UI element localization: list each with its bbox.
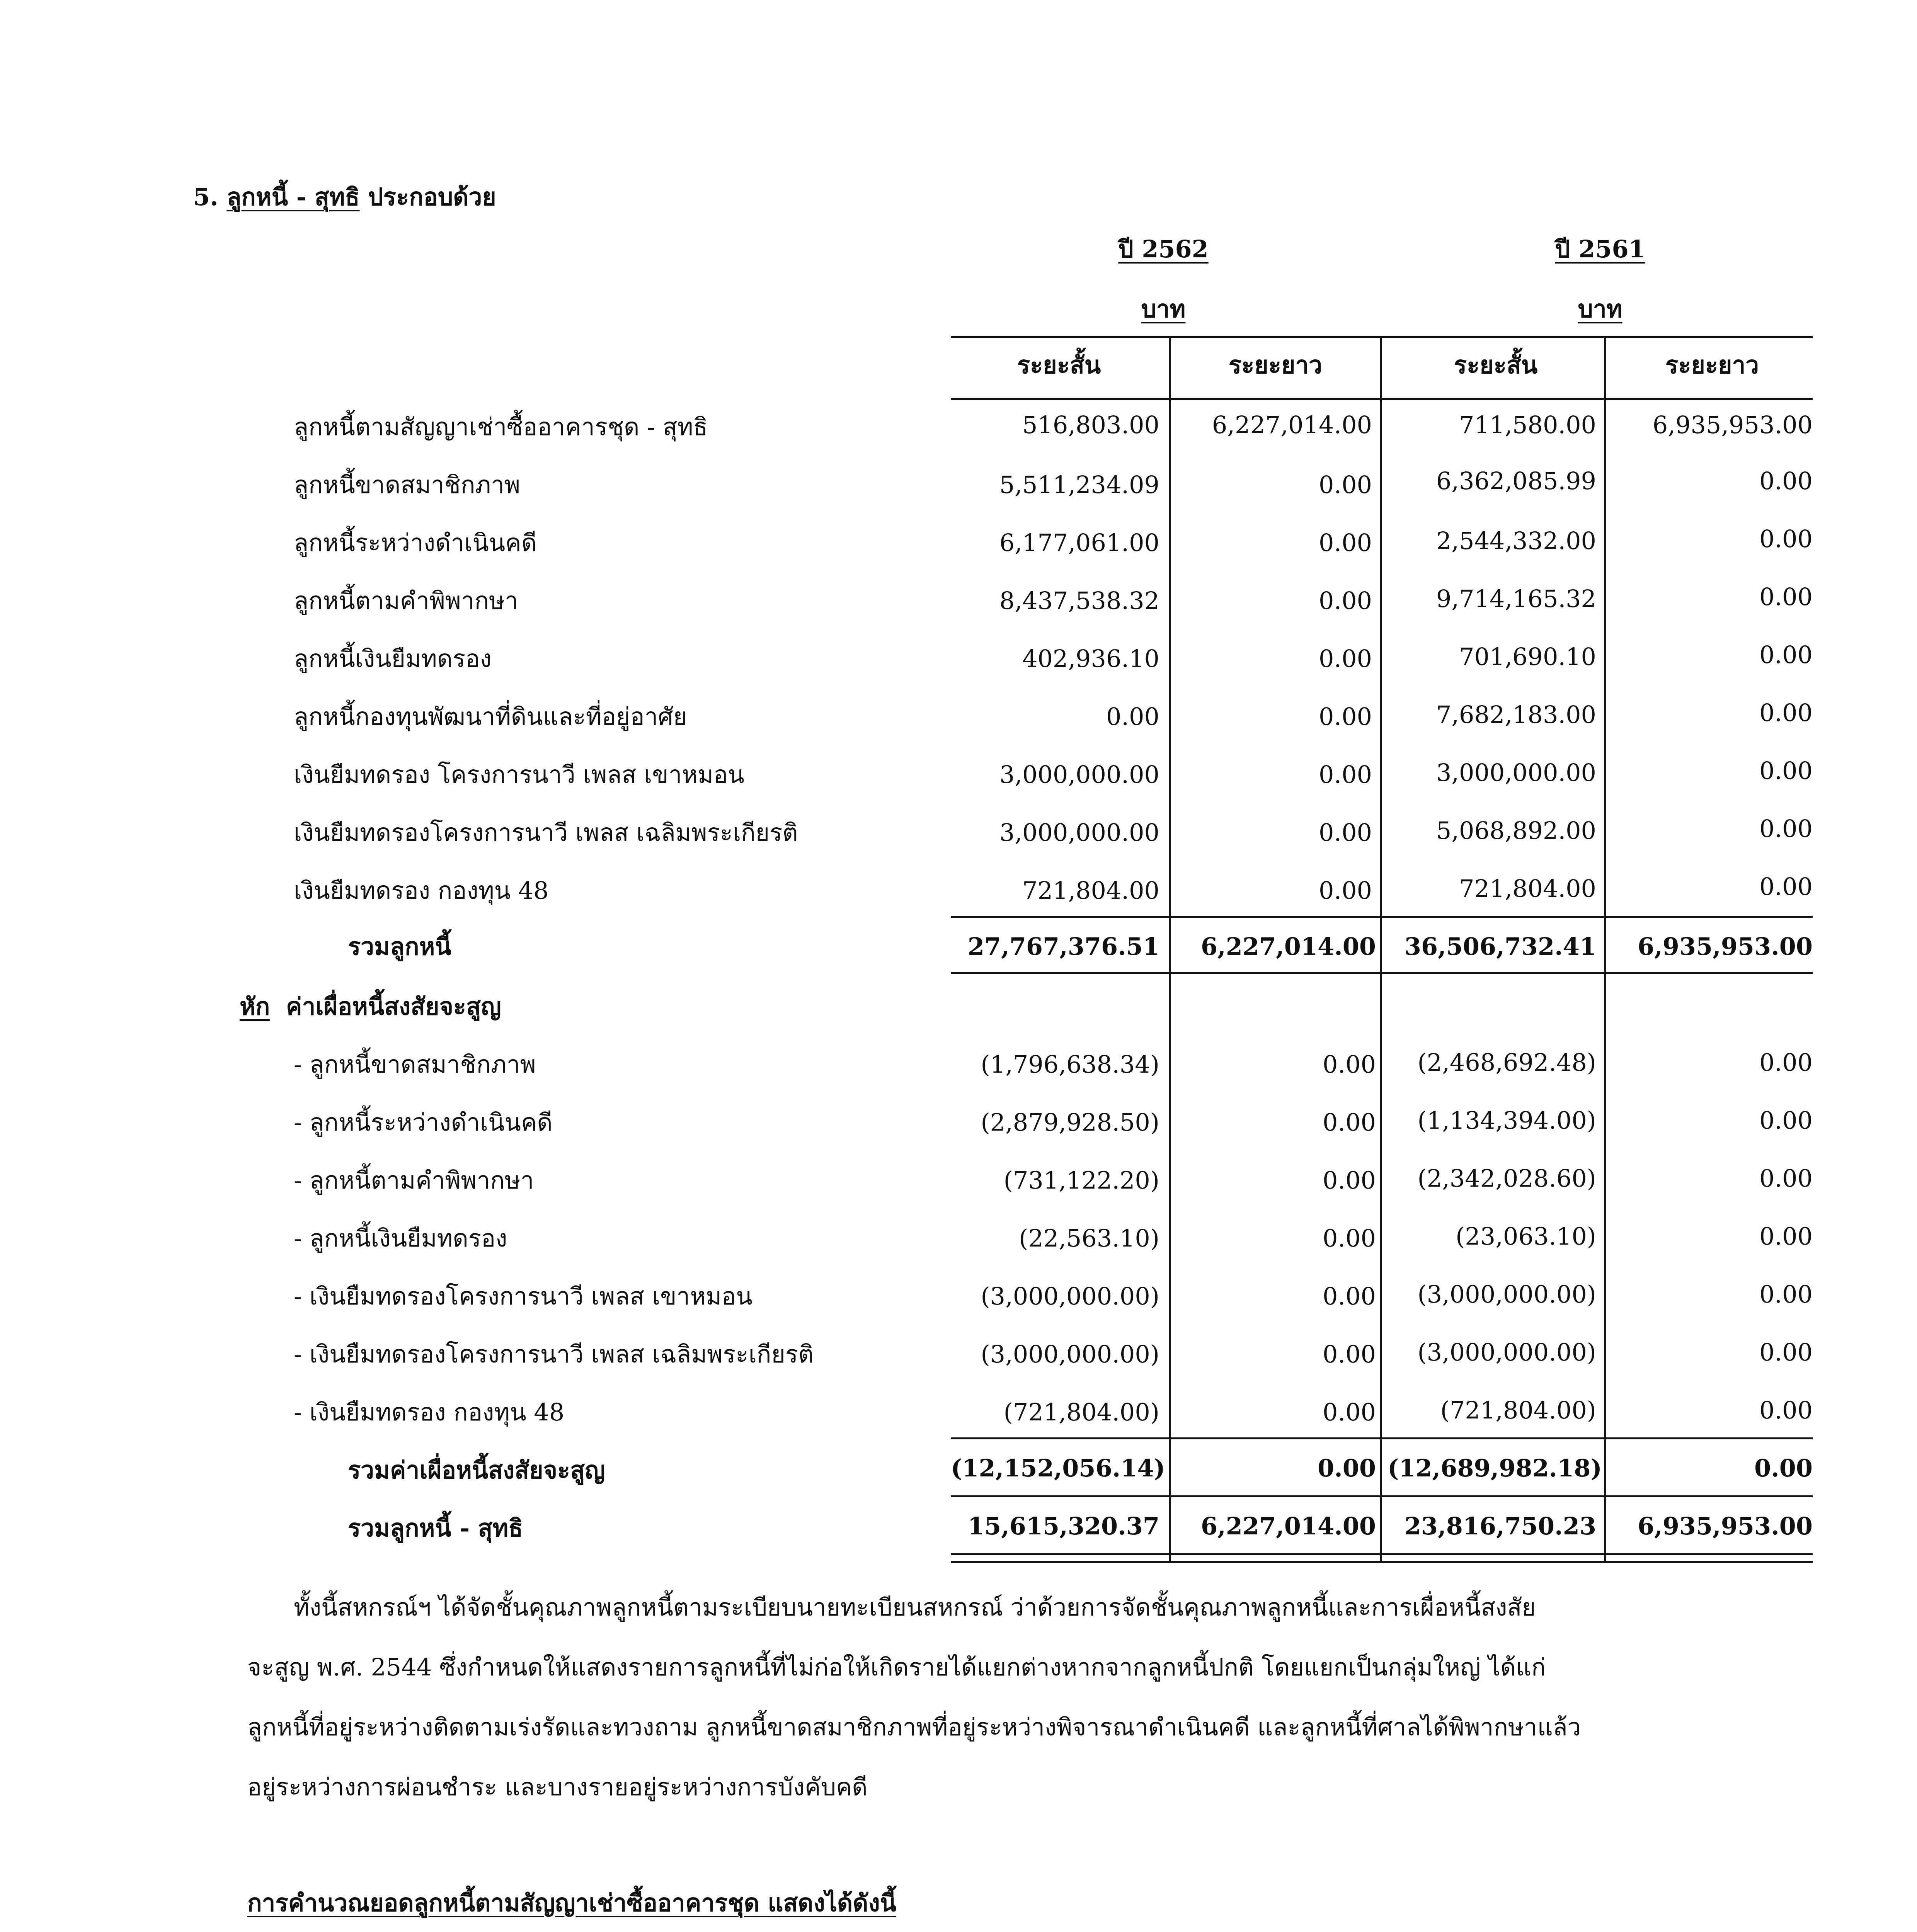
allowance-title: ค่าเผื่อหนี้สงสัยจะสูญ [286,992,501,1020]
cell: 0.00 [1322,1224,1376,1252]
cell: 0.00 [1318,760,1372,789]
section-title-underlined: ลูกหนี้ - สุทธิ [226,183,360,211]
cell: 0.00 [1759,699,1813,727]
row-label: ลูกหนี้ระหว่างดำเนินคดี [294,529,537,557]
cell: 0.00 [1759,641,1813,669]
cell: 0.00 [1759,815,1813,843]
cell: 0.00 [1318,645,1372,673]
row-label: ลูกหนี้ขาดสมาชิกภาพ [294,471,520,499]
cell: 701,690.10 [1459,643,1596,671]
cell: 0.00 [1322,1340,1376,1368]
cell: 5,068,892.00 [1436,816,1596,845]
cell: 6,227,014.00 [1212,411,1372,439]
cell: 0.00 [1322,1282,1376,1310]
cell: (2,879,928.50) [981,1108,1159,1136]
cell: (2,468,692.48) [1417,1048,1596,1077]
cell: 0.00 [1759,583,1813,611]
cell: 2,544,332.00 [1436,527,1596,555]
cell: (1,134,394.00) [1417,1106,1596,1134]
cell: 0.00 [1759,1338,1813,1366]
total-rule-bottom [951,972,1813,974]
cell: (12,152,056.14) [951,1454,1165,1482]
cell: 0.00 [1318,818,1372,847]
section-number: 5. [193,183,218,211]
cell: 0.00 [1317,1454,1376,1482]
subcol-short-2561: ระยะสั้น [1454,351,1538,379]
cell: 0.00 [1322,1166,1376,1194]
cell: 0.00 [1759,1396,1813,1424]
row-label: รวมลูกหนี้ - สุทธิ [348,1514,523,1542]
cell: 0.00 [1759,1106,1813,1134]
cell: 3,000,000.00 [999,760,1159,789]
paragraph-line: จะสูญ พ.ศ. 2544 ซึ่งกำหนดให้แสดงรายการลูกหนี้ที่ไม่ก่อให้เกิดรายได้แยกต่างหากจากลูกหนี้ปกติ โดยแยกเป็นกลุ่มใหญ่ ได้แก่ [247,1653,1546,1681]
allowance-heading [240,991,501,1022]
year-2562-header: ปี 2562 [1118,235,1209,263]
cell: 6,227,014.00 [1200,1512,1376,1540]
row-label: ลูกหนี้เงินยืมทดรอง [294,645,492,673]
subcol-long-2561: ระยะยาว [1665,351,1759,379]
cell: 721,804.00 [1022,876,1159,905]
cell: 0.00 [1759,467,1813,495]
cell: 6,935,953.00 [1652,411,1813,439]
row-label: - ลูกหนี้เงินยืมทดรอง [294,1224,507,1252]
allowance-total-rule-top [951,1437,1813,1439]
row-label: เงินยืมทดรอง โครงการนาวี เพลส เขาหมอน [294,760,744,789]
cell: 6,362,085.99 [1436,467,1596,495]
cell: 0.00 [1318,702,1372,731]
cell: 721,804.00 [1459,874,1596,903]
cell: (3,000,000.00) [1417,1280,1596,1308]
cell: (1,796,638.34) [981,1050,1159,1078]
paragraph-line: อยู่ระหว่างการผ่อนชำระ และบางรายอยู่ระหว่างการบังคับคดี [247,1773,868,1801]
cell: (2,342,028.60) [1417,1164,1596,1192]
row-label: - เงินยืมทดรอง กองทุน 48 [294,1398,565,1426]
cell: 0.00 [1754,1454,1813,1482]
cell: 0.00 [1322,1108,1376,1136]
cell: 516,803.00 [1022,411,1159,439]
col-separator-2 [1380,336,1382,1563]
cell: 6,227,014.00 [1200,932,1376,961]
row-label: รวมค่าเผื่อหนี้สงสัยจะสูญ [348,1456,605,1484]
cell: 0.00 [1759,1048,1813,1077]
cell: 3,000,000.00 [1436,759,1596,787]
cell: (721,804.00) [1003,1398,1159,1426]
cell: 15,615,320.37 [967,1512,1159,1540]
cell: 8,437,538.32 [999,587,1159,615]
cell: 402,936.10 [1022,645,1159,673]
cell: (731,122.20) [1003,1166,1159,1194]
cell: 0.00 [1759,872,1813,901]
row-label: - ลูกหนี้ตามคำพิพากษา [294,1166,534,1194]
allowance-total-rule-bottom [951,1495,1813,1497]
unit-rule [951,336,1813,338]
row-label: - เงินยืมทดรองโครงการนาวี เพลส เฉลิมพระเกียรติ [294,1340,814,1368]
cell: 0.00 [1318,471,1372,499]
cell: 711,580.00 [1459,411,1596,439]
cell: 0.00 [1759,1280,1813,1308]
cell: (3,000,000.00) [1417,1338,1596,1366]
row-label: - ลูกหนี้ขาดสมาชิกภาพ [294,1050,536,1078]
cell: 7,682,183.00 [1436,701,1596,729]
cell: 0.00 [1318,529,1372,557]
cell: (12,689,982.18) [1388,1454,1602,1482]
cell: (721,804.00) [1440,1396,1596,1424]
paragraph-line: ทั้งนี้สหกรณ์ฯ ได้จัดชั้นคุณภาพลูกหนี้ตามระเบียบนายทะเบียนสหกรณ์ ว่าด้วยการจัดชั้นคุณภาพลูกหนี้และการเผื่อหนี้สงสัย [294,1593,1536,1621]
cell: (3,000,000.00) [981,1340,1159,1368]
cell: 6,177,061.00 [999,529,1159,557]
cell: 0.00 [1322,1050,1376,1078]
cell: (23,063.10) [1456,1222,1596,1250]
subcol-long-2562: ระยะยาว [1228,351,1323,379]
cell: 6,935,953.00 [1637,932,1813,961]
cell: 0.00 [1318,876,1372,905]
col-separator-3 [1604,336,1606,1563]
row-label: ลูกหนี้กองทุนพัฒนาที่ดินและที่อยู่อาศัย [294,702,688,731]
row-label: เงินยืมทดรองโครงการนาวี เพลส เฉลิมพระเกียรติ [294,818,798,847]
table2-title: การคำนวณยอดลูกหนี้ตามสัญญาเช่าซื้ออาคารชุด แสดงได้ดังนี้ [247,1889,897,1917]
cell: 0.00 [1759,1164,1813,1192]
less-label: หัก [240,992,270,1020]
row-label: เงินยืมทดรอง กองทุน 48 [294,876,549,905]
net-double-rule-2 [951,1561,1813,1563]
cell: (3,000,000.00) [981,1282,1159,1310]
cell: 36,506,732.41 [1404,932,1596,961]
cell: 0.00 [1759,757,1813,785]
cell: 5,511,234.09 [999,471,1159,499]
unit-2562: บาท [1141,295,1186,323]
cell: 9,714,165.32 [1436,585,1596,613]
row-label: - เงินยืมทดรองโครงการนาวี เพลส เขาหมอน [294,1282,752,1310]
row-label: - ลูกหนี้ระหว่างดำเนินคดี [294,1108,553,1136]
cell: (22,563.10) [1019,1224,1159,1252]
row-label: ลูกหนี้ตามคำพิพากษา [294,587,518,615]
cell: 27,767,376.51 [967,932,1159,961]
row-label: ลูกหนี้ตามสัญญาเช่าซื้ออาคารชุด - สุทธิ [294,413,708,441]
cell: 0.00 [1318,587,1372,615]
total-rule-top [951,916,1813,918]
subcol-rule [951,398,1813,400]
cell: 23,816,750.23 [1404,1512,1596,1540]
cell: 6,935,953.00 [1637,1512,1813,1540]
section-heading [193,182,496,213]
year-2561-header: ปี 2561 [1555,235,1645,263]
paragraph-line: ลูกหนี้ที่อยู่ระหว่างติดตามเร่งรัดและทวงถาม ลูกหนี้ขาดสมาชิกภาพที่อยู่ระหว่างพิจารณาดำเนินคดี และลูกหนี้ที่ศาลได้พิพากษาแล้ว [247,1713,1581,1741]
cell: 0.00 [1759,1222,1813,1250]
cell: 0.00 [1106,702,1159,731]
cell: 0.00 [1322,1398,1376,1426]
cell: 3,000,000.00 [999,818,1159,847]
net-double-rule-1 [951,1553,1813,1555]
unit-2561: บาท [1578,295,1622,323]
section-title-rest: ประกอบด้วย [368,183,496,211]
row-label: รวมลูกหนี้ [348,932,451,961]
cell: 0.00 [1759,525,1813,553]
subcol-short-2562: ระยะสั้น [1017,351,1101,379]
